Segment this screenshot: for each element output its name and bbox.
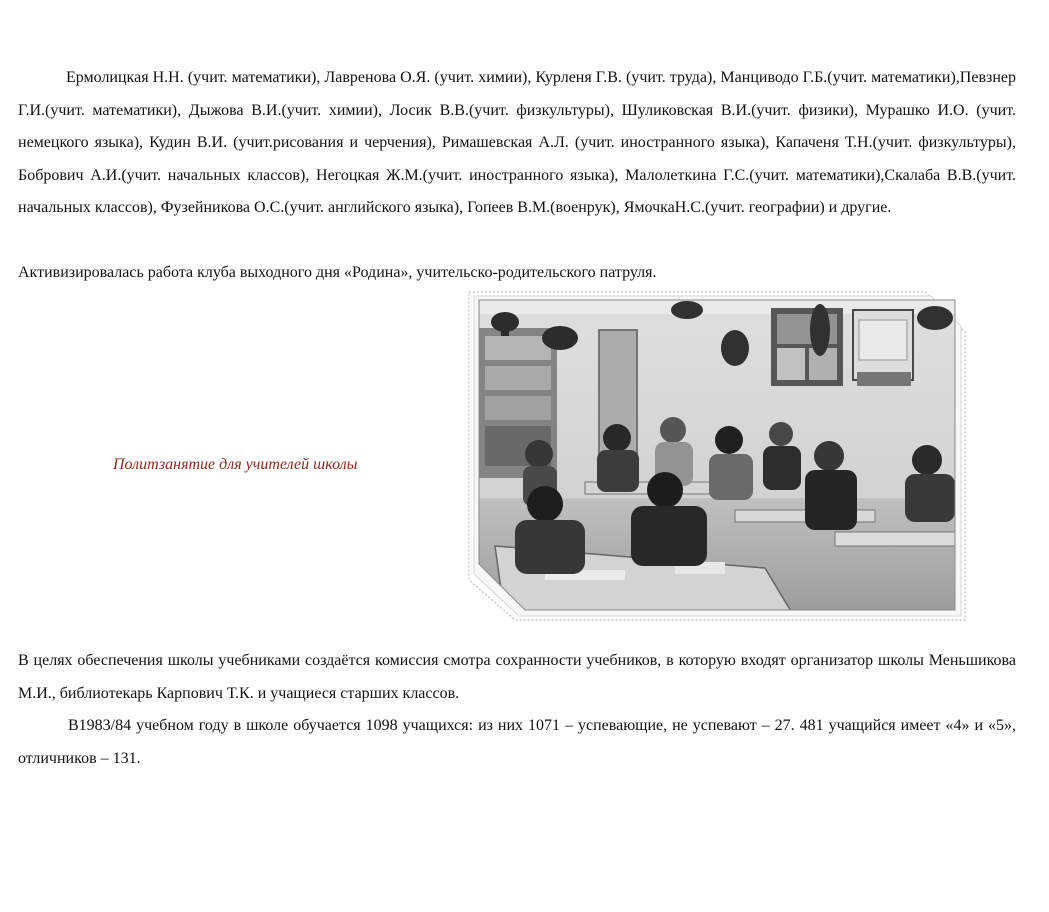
staff-list-paragraph: Ермолицкая Н.Н. (учит. математики), Лавренова О.Я. (учит. химии), Курленя Г.В. (учит. труда), Манциводо Г.Б.(учит. математики),Певзнер Г.И.(учит. математики), Дыжова В.И.(учит. химии), Лосик В.В.(учит. физкультуры), Шуликовская В.И.(учит. физики), Мурашко И.О. (учит. немецкого языка), Кудин В.И. (учит.рисования и черчения), Римашевская А.Л. (учит. иностранного языка), Капаченя Т.Н.(учит. физкультуры), Бобрович А.И.(учит. начальных классов), Негоцкая Ж.М.(учит. иностранного языка), Малолеткина Г.С.(учит. математики),Скалаба В.В.(учит. начальных классов), Фузейникова О.С.(учит. английского языка), Гопеев В.М.(военрук), ЯмочкаН.С.(учит. географии) и другие. [18,69,1016,217]
classroom-photo-image [465,288,969,624]
photo-caption: Политзанятие для учителей школы [113,456,358,473]
school-year-stats-paragraph: В1983/84 учебном году в школе обучается 1098 учащихся: из них 1071 – успевающие, не успевают – 27. 481 учащийся имеет «4» и «5», отличников – 131. [18,717,1016,767]
club-activity-paragraph: Активизировалась работа клуба выходного дня «Родина», учительско-родительского патруля. [18,264,657,281]
classroom-photo [465,288,969,624]
textbook-commission-paragraph: В целях обеспечения школы учебниками создаётся комиссия смотра сохранности учебников, в которую входят организатор школы Меньшикова М.И., библиотекарь Карпович Т.К. и учащиеся старших классов. [18,652,1016,702]
